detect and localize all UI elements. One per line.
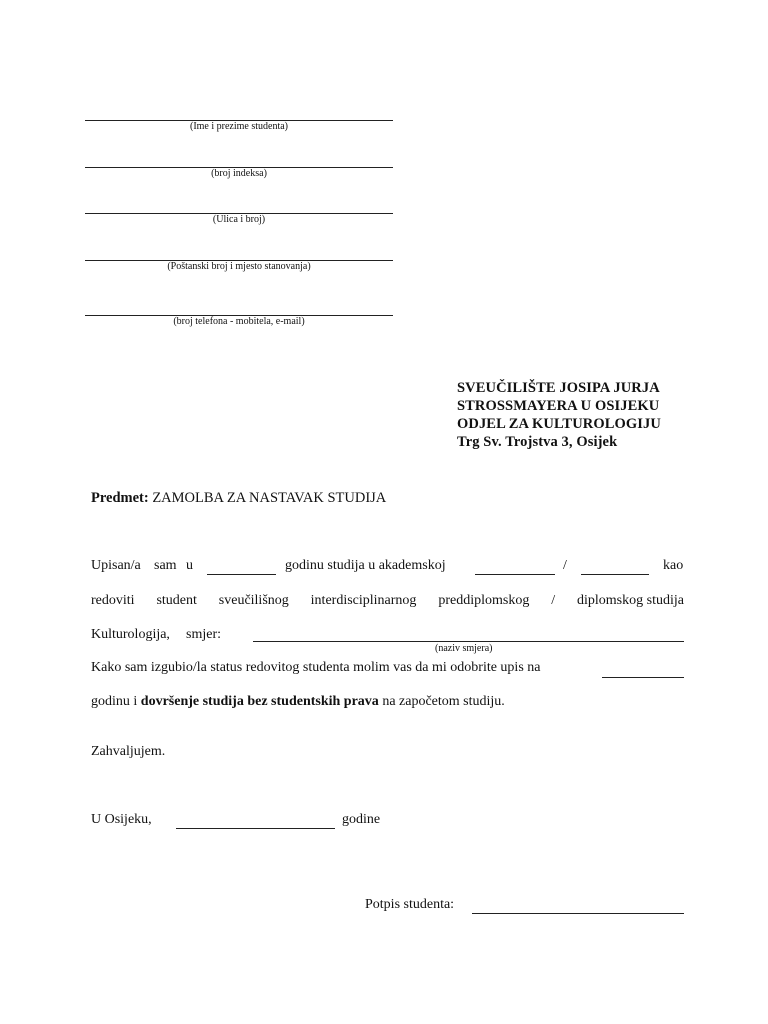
year-of-study-blank[interactable]	[207, 574, 276, 575]
body-l1-slash: /	[563, 558, 567, 573]
recipient-line-3: ODJEL ZA KULTUROLOGIJU	[457, 416, 661, 432]
body-l2-word: student	[156, 593, 197, 608]
recipient-address	[457, 379, 661, 451]
body-l3-kulturologija: Kulturologija,	[91, 627, 170, 642]
body-l2-word: interdisciplinarnog	[310, 593, 417, 608]
body-l2-word: diplomskog studija	[577, 593, 684, 608]
body-l2-word: redoviti	[91, 593, 135, 608]
name-caption: (Ime i prezime studenta)	[189, 121, 288, 132]
date-blank[interactable]	[176, 828, 335, 829]
body-l1-godinu: godinu studija u akademskoj	[285, 558, 446, 573]
body-l1-kao: kao	[663, 558, 684, 573]
body-l1-upisan: Upisan/a	[91, 558, 141, 573]
street-caption: (Ulica i broj)	[212, 214, 266, 225]
place-label: U Osijeku,	[91, 812, 152, 827]
academic-year-start-blank[interactable]	[475, 574, 555, 575]
body-l5-b: na započetom studiju.	[382, 694, 505, 709]
signature-label: Potpis studenta:	[365, 897, 455, 912]
body-l5-bold: dovršenje studija bez studentskih prava	[140, 694, 379, 709]
body-l5-a: godinu i	[91, 694, 138, 709]
place-suffix: godine	[342, 812, 381, 827]
body-l2-word: sveučilišnog	[218, 593, 289, 608]
body-l3-smjer: smjer:	[186, 627, 221, 642]
subject-label: Predmet:	[91, 490, 149, 506]
study-track-blank[interactable]	[253, 641, 684, 642]
recipient-line-4: Trg Sv. Trojstva 3, Osijek	[457, 434, 618, 450]
subject-text: ZAMOLBA ZA NASTAVAK STUDIJA	[152, 490, 387, 506]
body-l1-sam: sam	[154, 558, 177, 573]
body-l1-u: u	[186, 558, 193, 573]
signature-blank[interactable]	[472, 913, 684, 914]
thanks-text: Zahvaljujem.	[91, 744, 166, 759]
phone-caption: (broj telefona - mobitela, e-mail)	[173, 316, 305, 327]
study-track-caption: (naziv smjera)	[435, 643, 493, 654]
body-l2-word: preddiplomskog	[438, 593, 530, 608]
index-caption: (broj indeksa)	[211, 168, 267, 179]
subject-line	[91, 490, 386, 507]
body-l2-word: /	[551, 593, 556, 608]
body-l4: Kako sam izgubio/la status redovitog studenta molim vas da mi odobrite upis na	[91, 660, 541, 675]
postal-caption: (Poštanski broj i mjesto stanovanja)	[167, 261, 311, 272]
academic-year-end-blank[interactable]	[581, 574, 649, 575]
body-line-2	[91, 592, 684, 610]
enrollment-year-blank[interactable]	[602, 677, 684, 678]
body-line-5	[91, 693, 505, 711]
recipient-line-1: SVEUČILIŠTE JOSIPA JURJA	[457, 380, 660, 396]
recipient-line-2: STROSSMAYERA U OSIJEKU	[457, 398, 660, 414]
